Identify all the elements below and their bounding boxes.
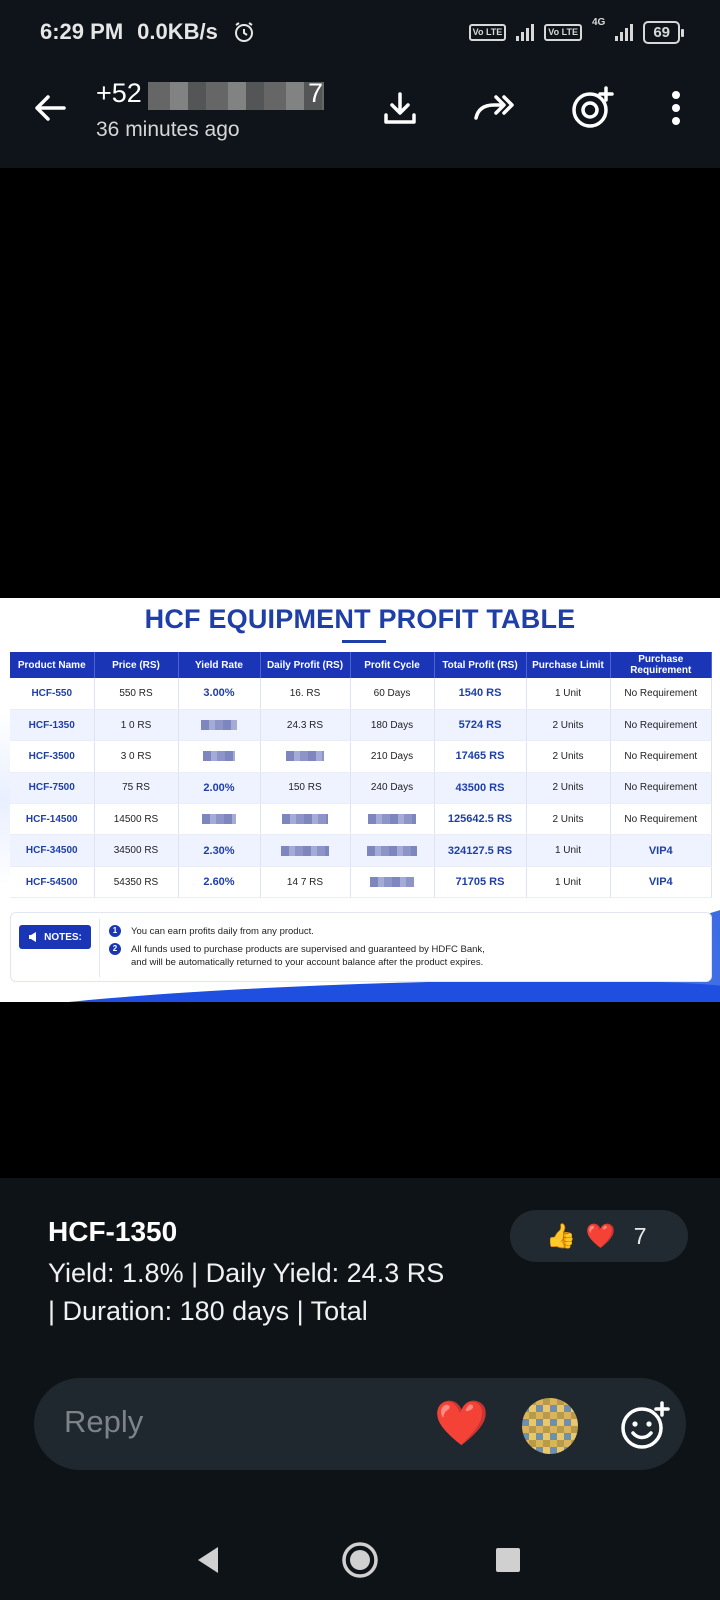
daily-profit: 14 7 RS bbox=[260, 866, 350, 897]
nav-recents-button[interactable] bbox=[486, 1538, 530, 1582]
purchase-limit: 1 Unit bbox=[526, 678, 610, 709]
add-reaction-icon[interactable] bbox=[618, 1400, 670, 1452]
price: 75 RS bbox=[94, 772, 178, 803]
profit-cycle: 180 Days bbox=[350, 709, 434, 740]
purchase-requirement: No Requirement bbox=[610, 804, 712, 835]
sticker-avatar[interactable] bbox=[522, 1398, 578, 1454]
product-name: HCF-550 bbox=[10, 678, 94, 709]
note-text: You can earn profits daily from any product. bbox=[131, 926, 314, 937]
caption-title: HCF-1350 bbox=[48, 1216, 178, 1247]
daily-profit-redacted bbox=[260, 804, 350, 835]
profit-cycle: 60 Days bbox=[350, 678, 434, 709]
forward-button[interactable] bbox=[470, 84, 518, 132]
megaphone-icon bbox=[28, 931, 40, 943]
price: 14500 RS bbox=[94, 804, 178, 835]
purchase-limit: 2 Units bbox=[526, 804, 610, 835]
total-profit: 43500 RS bbox=[434, 772, 526, 803]
column-header: Profit Cycle bbox=[350, 652, 434, 678]
sender-number: +52 bbox=[96, 78, 142, 108]
network-type: 4G bbox=[591, 16, 606, 28]
alarm-icon bbox=[232, 20, 256, 44]
nav-back-button[interactable] bbox=[186, 1538, 230, 1582]
reply-input[interactable] bbox=[64, 1404, 404, 1440]
yield-rate: 3.00% bbox=[178, 678, 260, 709]
yield-rate-redacted bbox=[178, 741, 260, 772]
nav-home-icon bbox=[340, 1540, 380, 1580]
product-name: HCF-54500 bbox=[10, 866, 94, 897]
table-row bbox=[10, 866, 712, 897]
notes-divider bbox=[99, 919, 100, 977]
status-time: 6:29 PM bbox=[40, 19, 124, 44]
total-profit: 17465 RS bbox=[434, 741, 526, 772]
note-text: All funds used to purchase products are supervised and guaranteed by HDFC Bank, bbox=[131, 944, 485, 955]
caption-text[interactable] bbox=[48, 1254, 478, 1330]
heart-icon: ❤️ bbox=[585, 1222, 616, 1250]
product-name: HCF-3500 bbox=[10, 741, 94, 772]
table-row bbox=[10, 772, 712, 803]
purchase-limit: 2 Units bbox=[526, 709, 610, 740]
daily-profit: 24.3 RS bbox=[260, 709, 350, 740]
product-name: HCF-1350 bbox=[10, 709, 94, 740]
more-vert-icon bbox=[670, 90, 682, 126]
price: 54350 RS bbox=[94, 866, 178, 897]
reply-bar bbox=[34, 1378, 686, 1470]
purchase-limit: 2 Units bbox=[526, 772, 610, 803]
total-profit: 5724 RS bbox=[434, 709, 526, 740]
note-item bbox=[109, 925, 314, 938]
caption-line: Yield: 1.8% | Daily Yield: 24.3 RS bbox=[48, 1258, 445, 1288]
daily-profit-redacted bbox=[260, 835, 350, 866]
yield-rate-redacted bbox=[178, 804, 260, 835]
caption-line: | Duration: 180 days | Total bbox=[48, 1296, 368, 1326]
yield-rate: 2.30% bbox=[178, 835, 260, 866]
viewer-top-bar bbox=[0, 64, 720, 168]
forward-icon bbox=[472, 88, 516, 128]
product-name: HCF-34500 bbox=[10, 835, 94, 866]
profit-cycle: 240 Days bbox=[350, 772, 434, 803]
sent-time: 36 minutes ago bbox=[96, 118, 240, 141]
table-row bbox=[10, 741, 712, 772]
volte-badge-2: Vo LTE bbox=[544, 24, 582, 41]
signal-icon bbox=[516, 23, 534, 41]
sender-number-suffix: 7 bbox=[308, 78, 324, 108]
purchase-requirement: VIP4 bbox=[610, 835, 712, 866]
nav-back-icon bbox=[194, 1545, 222, 1575]
column-header: Yield Rate bbox=[178, 652, 260, 678]
table-row bbox=[10, 678, 712, 709]
network-speed: 0.0KB/s bbox=[137, 19, 218, 44]
note-item bbox=[109, 943, 485, 969]
purchase-requirement: VIP4 bbox=[610, 866, 712, 897]
table-row bbox=[10, 804, 712, 835]
daily-profit: 150 RS bbox=[260, 772, 350, 803]
signal-icon-2 bbox=[615, 23, 633, 41]
yield-rate-redacted bbox=[178, 709, 260, 740]
thumbs-up-icon: 👍 bbox=[546, 1222, 576, 1250]
total-profit: 125642.5 RS bbox=[434, 804, 526, 835]
table-row bbox=[10, 835, 712, 866]
note-number: 2 bbox=[109, 943, 121, 955]
purchase-limit: 1 Unit bbox=[526, 835, 610, 866]
daily-profit: 16. RS bbox=[260, 678, 350, 709]
profit-cycle-redacted bbox=[350, 804, 434, 835]
download-button[interactable] bbox=[376, 84, 424, 132]
column-header: Daily Profit (RS) bbox=[260, 652, 350, 678]
purchase-requirement: No Requirement bbox=[610, 678, 712, 709]
product-name: HCF-14500 bbox=[10, 804, 94, 835]
title-underline bbox=[342, 640, 386, 643]
note-number: 1 bbox=[109, 925, 121, 937]
purchase-requirement: No Requirement bbox=[610, 772, 712, 803]
purchase-limit: 1 Unit bbox=[526, 866, 610, 897]
profit-cycle-redacted bbox=[350, 835, 434, 866]
purchase-requirement: No Requirement bbox=[610, 709, 712, 740]
total-profit: 1540 RS bbox=[434, 678, 526, 709]
product-name: HCF-7500 bbox=[10, 772, 94, 803]
image-title: HCF EQUIPMENT PROFIT TABLE bbox=[144, 604, 576, 634]
status-bar bbox=[0, 0, 720, 64]
download-icon bbox=[380, 88, 420, 128]
profit-table bbox=[10, 652, 712, 898]
notes-box bbox=[10, 912, 712, 982]
battery-icon: 69 bbox=[643, 21, 680, 44]
table-row bbox=[10, 709, 712, 740]
yield-rate: 2.60% bbox=[178, 866, 260, 897]
price: 1 0 RS bbox=[94, 709, 178, 740]
column-header: Total Profit (RS) bbox=[434, 652, 526, 678]
more-options-button[interactable] bbox=[652, 84, 700, 132]
profit-cycle-redacted bbox=[350, 866, 434, 897]
reactions-pill[interactable] bbox=[510, 1210, 688, 1262]
total-profit: 71705 RS bbox=[434, 866, 526, 897]
total-profit: 324127.5 RS bbox=[434, 835, 526, 866]
notes-label: NOTES: bbox=[44, 931, 82, 943]
notes-badge bbox=[19, 925, 91, 949]
column-header: Product Name bbox=[10, 652, 94, 678]
reaction-count: 7 bbox=[633, 1222, 647, 1249]
shared-image[interactable] bbox=[0, 598, 720, 1002]
back-arrow-icon[interactable] bbox=[28, 86, 72, 130]
daily-profit-redacted bbox=[260, 741, 350, 772]
volte-badge: Vo LTE bbox=[469, 24, 507, 41]
price: 550 RS bbox=[94, 678, 178, 709]
column-header: Price (RS) bbox=[94, 652, 178, 678]
nav-home-button[interactable] bbox=[338, 1538, 382, 1582]
purchase-requirement: No Requirement bbox=[610, 741, 712, 772]
add-status-button[interactable] bbox=[568, 84, 616, 132]
add-status-icon bbox=[568, 84, 616, 132]
price: 34500 RS bbox=[94, 835, 178, 866]
redacted-number bbox=[148, 82, 324, 110]
purchase-limit: 2 Units bbox=[526, 741, 610, 772]
profit-cycle: 210 Days bbox=[350, 741, 434, 772]
quick-heart-reaction[interactable]: ❤️ bbox=[434, 1399, 489, 1448]
column-header: Purchase Limit bbox=[526, 652, 610, 678]
column-header: Purchase Requirement bbox=[610, 652, 712, 678]
price: 3 0 RS bbox=[94, 741, 178, 772]
nav-recents-icon bbox=[495, 1547, 521, 1573]
note-text-continued: and will be automatically returned to your account balance after the product expires. bbox=[131, 957, 484, 968]
navigation-bar bbox=[0, 1520, 720, 1600]
yield-rate: 2.00% bbox=[178, 772, 260, 803]
